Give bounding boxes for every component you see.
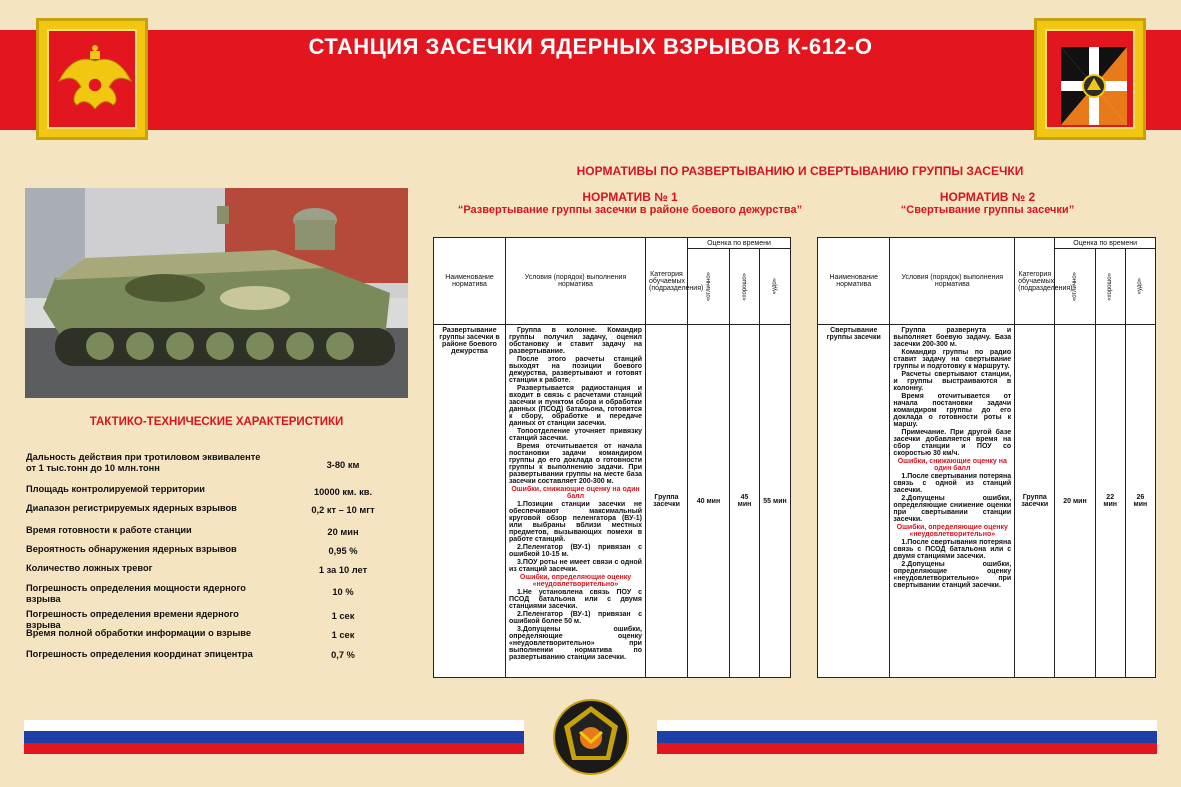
section-title: НОРМАТИВЫ ПО РАЗВЕРТЫВАНИЮ И СВЕРТЫВАНИЮ ГРУППЫ ЗАСЕЧКИ [576,164,1024,178]
norm2-time-excellent: 20 мин [1055,325,1095,678]
norm2-subtitle: “Свертывание группы засечки” [900,204,1075,216]
right-emblem [1034,18,1146,140]
norm1-p1: Группа в колонне. Командир группы получил задачу, оценил обстановку и ставит задачу на развертывание. [509,327,642,355]
spec-name: Площадь контролируемой территории [26,484,205,494]
spec-name: Время готовности к работе станции [26,525,192,535]
tricolor-right [657,720,1157,754]
spec-name: Погрешность определения координат эпицентра [26,649,253,659]
header-score: Оценка по времени [688,238,791,249]
header-excellent-label: «отлично» [705,271,712,302]
norm1-p7: 2.Пеленгатор (ВУ-1) привязан с ошибкой 10-15 м. [509,544,642,558]
header-excellent-label: «отлично» [1071,271,1078,302]
norm2-p9: 2.Допущены ошибки, определяющие оценку «неудовлетворительно» при свертывании станций засечки. [893,561,1012,589]
norm1-time-sat: 55 мин [760,325,791,678]
spec-name: Погрешность определения мощности ядерного взрыва [26,583,246,604]
norm1-p9: 1.Не установлена связь ПОУ с ПСОД батальона или с двумя станциями засечки. [509,589,642,610]
spec-value: 1 сек [331,611,355,621]
norm2-p5: Примечание. При другой базе засечки добавляется время на сбор станции и ПОУ со скоростью 30 км/ч. [893,429,1012,457]
header-conditions: Условия (порядок) выполнения норматива [506,238,646,325]
spec-value: 20 мин [327,527,359,537]
spec-name: Погрешность определения времени ядерного взрыва [26,609,239,630]
norm1-p6: 1.Позиции станции засечки не обеспечивают максимальный круговой обзор пеленгатора (ВУ-1) или выбраны вблизи местных предметов, вызывающих помехи в работе станций. [509,501,642,543]
header-category: Категория обучаемых (подразделения) [1015,238,1055,325]
spec-value: 10000 км. кв. [313,487,373,497]
norm2-p3: Расчеты свертывают станции, и группы выстраиваются в колонну. [893,371,1012,392]
tricolor-left [24,720,524,754]
norm1-errors2: Ошибки, определяющие оценку «неудовлетворительно» [519,574,632,588]
norm1-p5: Время отсчитывается от начала постановки задачи командиром группы до его доклада о готовности группы к выполнению задачи. При развертывании группы на месте база засечки составляет 200-300 м. [509,443,642,485]
spec-name: Вероятность обнаружения ядерных взрывов [26,544,237,554]
norm2-errors1: Ошибки, снижающие оценку на один балл [897,458,1007,472]
norm2-time-sat: 26 мин [1125,325,1155,678]
norm2-time-good: 22 мин [1095,325,1125,678]
norm2-p4: Время отсчитывается от начала постановки задачи командиром группы до его доклада о готовности роты к маршу. [893,393,1012,428]
norm1-errors1: Ошибки, снижающие оценку на один балл [511,486,640,500]
rkhbz-flag-icon [1061,47,1127,125]
norm1-time-excellent: 40 мин [688,325,730,678]
norm1-name: Развертывание группы засечки в районе боевого дежурства [434,325,506,678]
spec-value: 0,95 % [328,546,358,556]
norm2-title [820,190,1155,216]
header-good [730,249,760,325]
ttx-title: ТАКТИКО-ТЕХНИЧЕСКИЕ ХАРАКТЕРИСТИКИ [89,416,344,428]
norm2-heading: НОРМАТИВ № 2 [939,190,1036,204]
norm1-p10: 2.Пеленгатор (ВУ-1) привязан с ошибкой более 50 м. [509,611,642,625]
header-satisfactory [760,249,791,325]
header-good [1095,249,1125,325]
spec-name: Время полной обработки информации о взрыве [26,628,252,638]
norm1-p3: Развертывается радиостанция и входит в связь с расчетами станций засечки и пунктом сбора и обработки данных (ПСОД) батальона, готовится к сбору, обработке и передаче данных от станции засечки. [509,385,642,427]
rkhbz-badge-icon [552,698,630,776]
spec-name: Диапазон регистрируемых ядерных взрывов [26,503,237,513]
norm2-category: Группа засечки [1015,325,1055,678]
norm1-p11: 3.Допущены ошибки, определяющие оценку «неудовлетворительно» при выполнении норматива по развертыванию станции засечки. [509,626,642,661]
left-emblem [36,18,148,140]
spec-value: 10 % [332,587,354,597]
norm2-name: Свертывание группы засечки [818,325,890,678]
header-score: Оценка по времени [1055,238,1156,249]
norm2-table [817,237,1156,678]
norm1-heading: НОРМАТИВ № 1 [582,190,678,204]
spec-value: 0,7 % [331,650,355,660]
norm1-conditions [506,325,646,678]
norm1-p4: Топоотделение уточняет привязку станций засечки. [509,428,642,442]
header-name: Наименование норматива [818,238,890,325]
header-satisfactory-label: «удо» [772,278,778,295]
spec-name: Количество ложных тревог [26,563,153,573]
spec-value: 0,2 кт – 10 мгт [311,505,375,515]
norm2-conditions [890,325,1015,678]
header-good-label: «хорошо» [1107,272,1114,301]
double-headed-eagle-icon [49,31,141,133]
norm1-time-good: 45 мин [730,325,760,678]
norm2-p2: Командир группы по радио ставит задачу на свертывание группы и подготовку к маршруту. [893,349,1012,370]
spec-value: 1 сек [331,630,355,640]
norm1-title [440,190,820,216]
header-category: Категория обучаемых (подразделения) [646,238,688,325]
norm1-subtitle: “Развертывание группы засечки в районе боевого дежурства” [457,204,803,216]
header-good-label: «хорошо» [741,272,748,301]
norm1-category: Группа засечки [646,325,688,678]
page-title: СТАНЦИЯ ЗАСЕЧКИ ЯДЕРНЫХ ВЗРЫВОВ К-612-О [308,34,873,59]
header-satisfactory [1125,249,1155,325]
norm2-p6: 1.После свертывания потеряна связь с одной из станций засечки. [893,473,1012,494]
norm2-p8: 1.После свертывания потеряна связь с ПСОД батальона или с двумя станциями засечки. [893,539,1012,560]
header-conditions: Условия (порядок) выполнения норматива [890,238,1015,325]
norm2-errors2: Ошибки, определяющие оценку «неудовлетворительно» [896,524,1008,538]
norm2-p7: 2.Допущены ошибки, определяющие снижение оценки при свертывании станции засечки. [893,495,1012,523]
norm1-p2: После этого расчеты станций выходят на позиции боевого дежурства, развертывают и готовят станции к работе. [509,356,642,384]
header-name: Наименование норматива [434,238,506,325]
header-satisfactory-label: «удо» [1137,278,1144,295]
norm1-table [433,237,791,678]
spec-value: 1 за 10 лет [318,565,368,575]
norm2-p1: Группа развернута и выполняет боевую задачу. База засечки 200-300 м. [893,327,1012,348]
spec-name: Дальность действия при тротиловом эквиваленте от 1 тыс.тонн до 10 млн.тонн [26,452,261,473]
norm1-p8: 3.ПОУ роты не имеет связи с одной из станций засечки. [509,559,642,573]
vehicle-photo [25,188,408,398]
spec-value: 3-80 км [326,460,360,470]
